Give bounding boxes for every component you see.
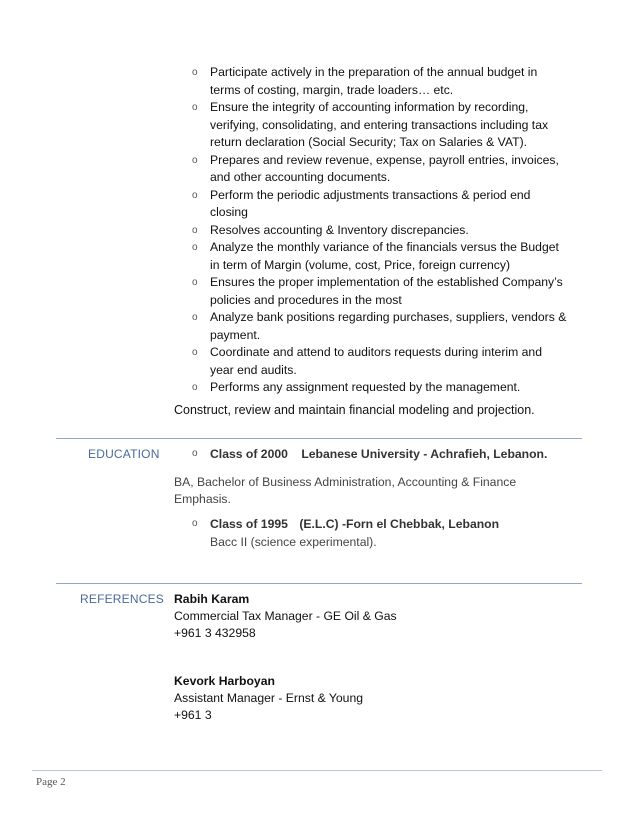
- list-item: o Analyze the monthly variance of the financials versus the Budget in term of Margin (volume, cost, Price, foreign currency): [192, 240, 559, 272]
- list-item: o Participate actively in the preparation of the annual budget in terms of costing, margin, trade loaders… etc.: [192, 65, 538, 97]
- education-school: Lebanese University - Achrafieh, Lebanon.: [301, 447, 548, 461]
- list-item: o Coordinate and attend to auditors requests during interim and year end audits.: [192, 345, 542, 377]
- reference-phone: +961 3: [174, 708, 212, 722]
- list-item: o Ensures the proper implementation of the established Company’s policies and procedures in the most: [192, 275, 563, 307]
- bullet-icon: o: [192, 224, 198, 236]
- page-number: Page 2: [36, 776, 66, 788]
- education-entry: [192, 447, 547, 461]
- bullet-icon: o: [192, 382, 198, 393]
- list-item: o Resolves accounting & Inventory discrepancies.: [192, 222, 592, 240]
- list-item: o Perform the periodic adjustments transactions & period end closing: [192, 187, 531, 219]
- education-subtext: Bacc II (science experimental).: [210, 535, 377, 549]
- reference-title: Commercial Tax Manager - GE Oil & Gas: [174, 609, 397, 623]
- footer-divider: [32, 770, 602, 771]
- bullet-icon: o: [192, 189, 198, 201]
- reference-entry: [174, 673, 363, 724]
- bullet-icon: o: [192, 277, 198, 288]
- duties-list: [192, 64, 592, 397]
- list-item: o Analyze bank positions regarding purchases, suppliers, vendors & payment.: [192, 310, 567, 342]
- education-entry: [192, 517, 499, 531]
- bullet-icon: o: [192, 242, 198, 253]
- list-item: o Prepares and review revenue, expense, payroll entries, invoices, and other accounting documents.: [192, 152, 559, 184]
- education-year: Class of 1995: [210, 517, 288, 531]
- degree-text: BA, Bachelor of Business Administration, Accounting & Finance Emphasis.: [174, 475, 517, 506]
- bullet-icon: o: [192, 312, 198, 323]
- education-divider: [56, 438, 582, 439]
- education-heading: EDUCATION: [88, 447, 160, 461]
- reference-entry: [174, 591, 397, 642]
- experience-summary: Construct, review and maintain financial modeling and projection.: [174, 403, 535, 417]
- education-year: Class of 2000: [210, 447, 288, 461]
- bullet-icon: o: [192, 67, 198, 78]
- bullet-icon: o: [192, 518, 198, 529]
- bullet-icon: o: [192, 347, 198, 358]
- references-heading: REFERENCES: [80, 592, 165, 606]
- list-item: o Ensure the integrity of accounting information by recording, verifying, consolidating, and entering transactions including tax return declaration (Social Security; Tax on Salaries & VAT).: [192, 100, 549, 149]
- bullet-icon: o: [192, 154, 198, 166]
- list-item: o Performs any assignment requested by the management.: [192, 379, 592, 397]
- reference-title: Assistant Manager - Ernst & Young: [174, 691, 364, 705]
- bullet-icon: o: [192, 102, 198, 113]
- references-divider: [56, 583, 582, 584]
- education-school: (E.L.C) -Forn el Chebbak, Lebanon: [299, 517, 500, 531]
- reference-name: Kevork Harboyan: [174, 674, 275, 688]
- reference-phone: +961 3 432958: [174, 626, 256, 640]
- reference-name: Rabih Karam: [174, 592, 250, 606]
- bullet-icon: o: [192, 448, 198, 459]
